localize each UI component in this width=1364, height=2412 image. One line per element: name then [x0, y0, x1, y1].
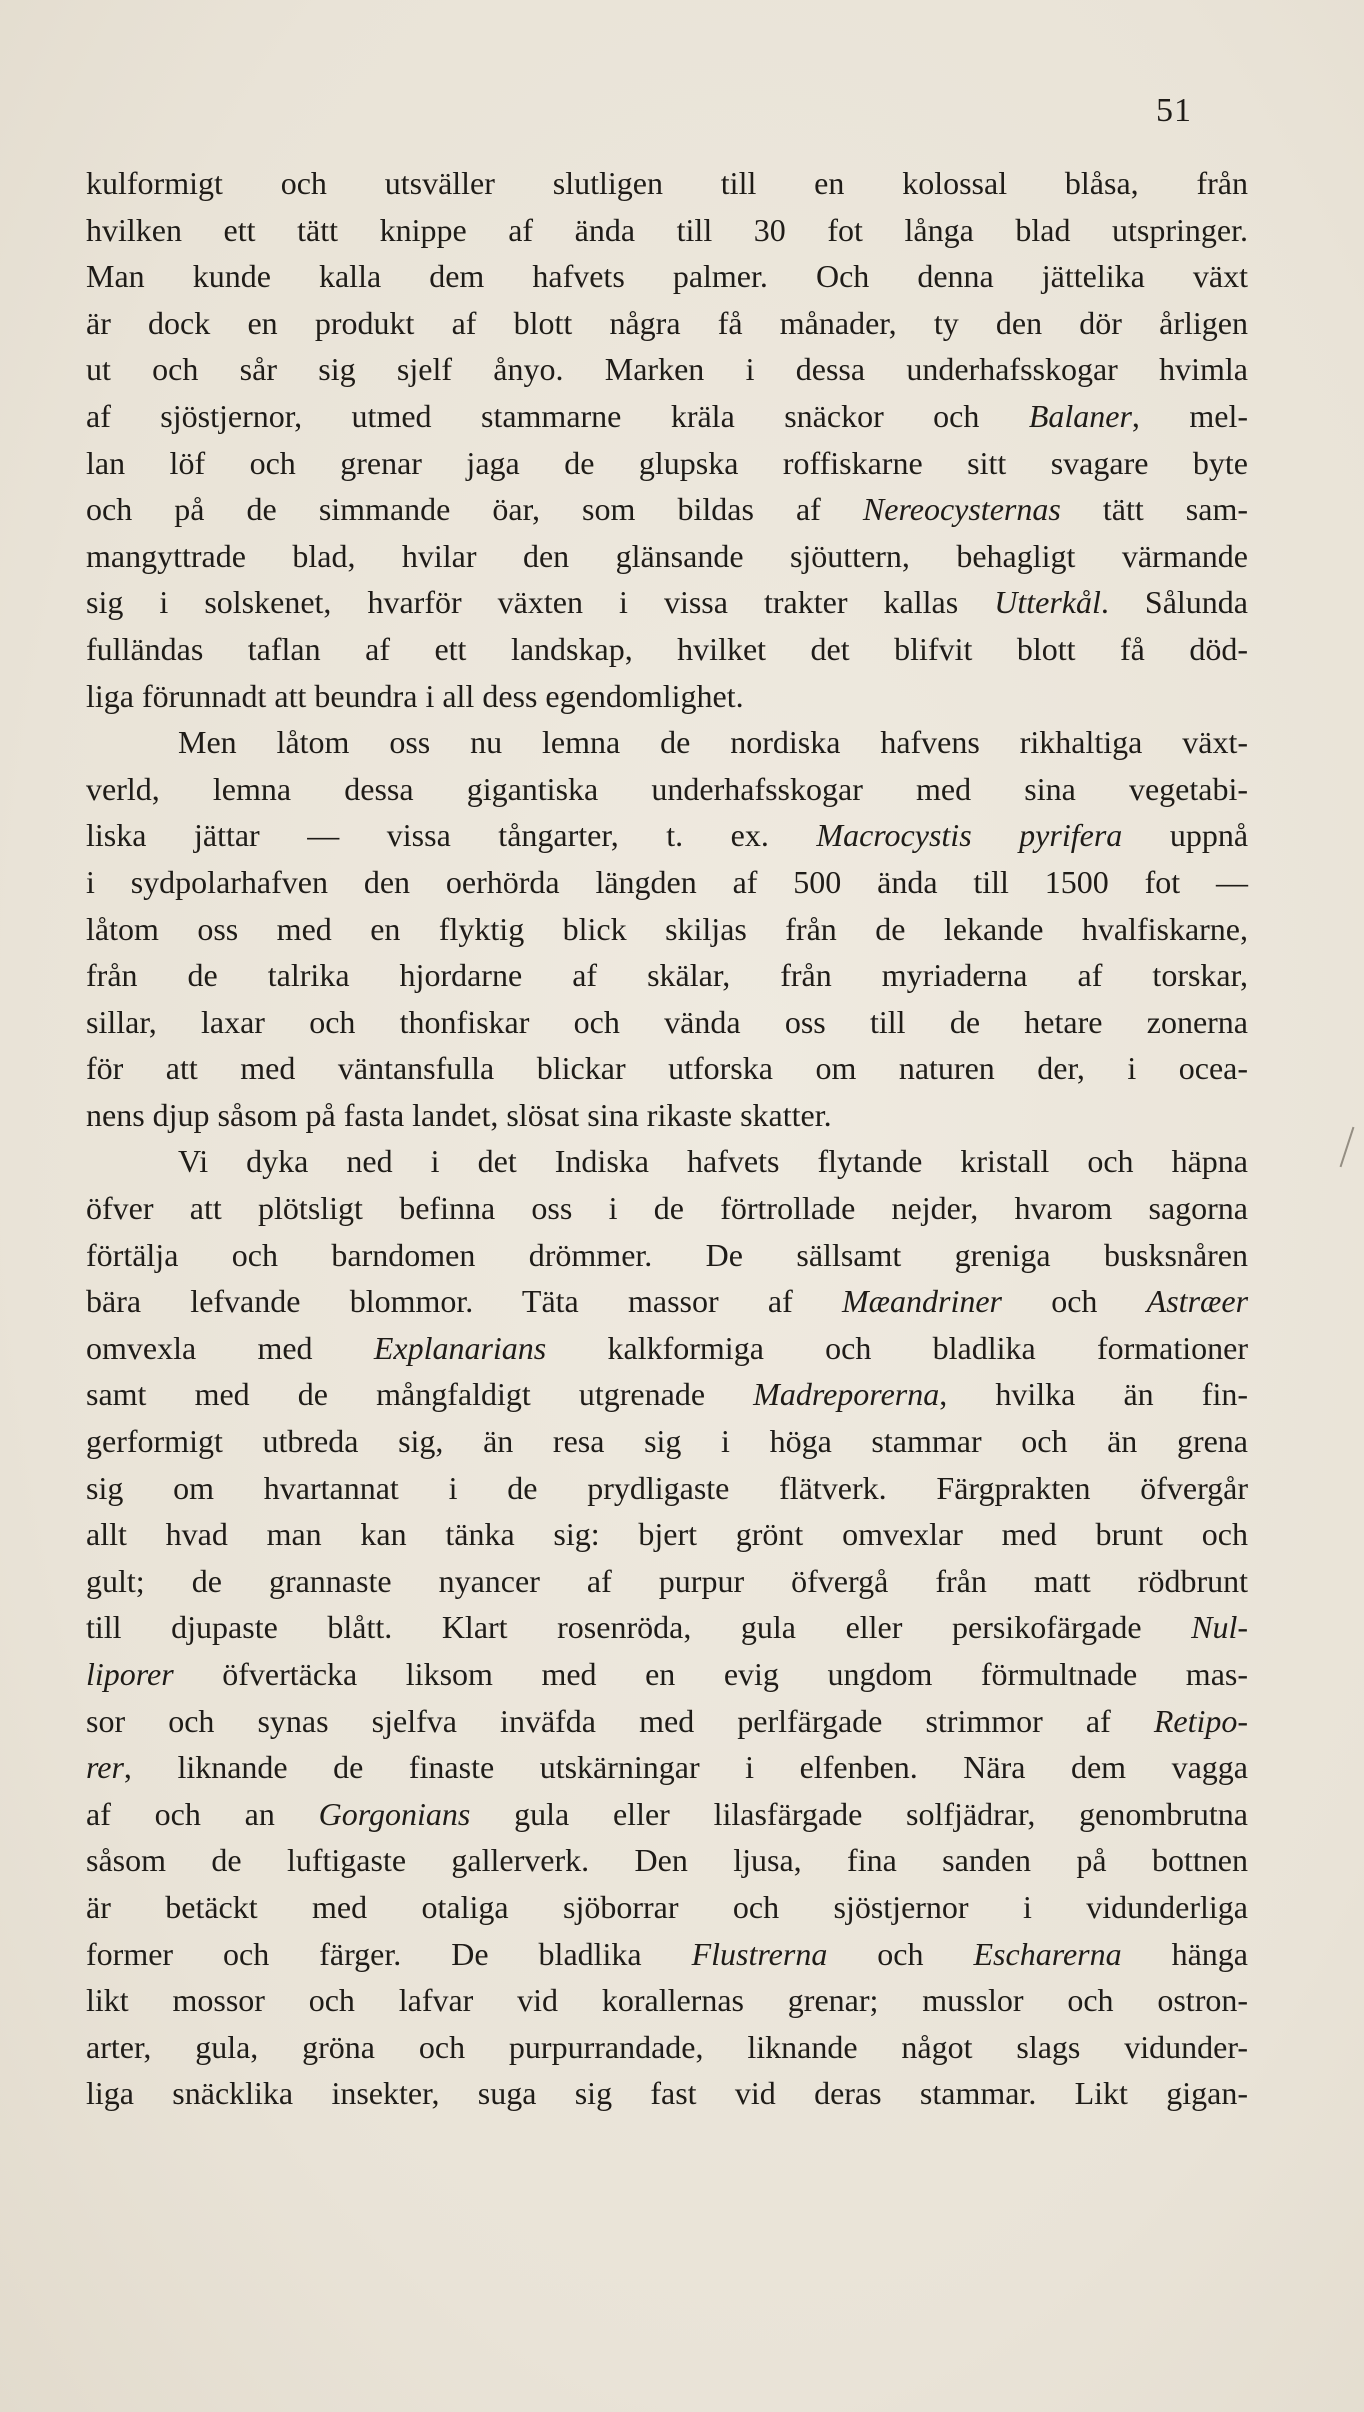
text-line: [86, 579, 1248, 626]
body-text: [86, 160, 1248, 2117]
text-line: [86, 533, 1248, 580]
text-line: [86, 440, 1248, 487]
text-line: [86, 952, 1248, 999]
text-segment: kalkformiga och bladlika formationer: [546, 1329, 1249, 1366]
text-line: [86, 1977, 1248, 2024]
text-segment: i sydpolarhafven den oerhörda längden af 500 ända till 1500 fot —: [86, 863, 1248, 900]
text-line: [86, 1884, 1248, 1931]
text-segment: gult; de grannaste nyancer af purpur öfvergå från matt rödbrunt: [86, 1562, 1248, 1599]
text-line: [86, 1092, 1248, 1139]
text-segment: öfver att plötsligt befinna oss i de förtrollade nejder, hvarom sagorna: [86, 1190, 1248, 1227]
text-line: [86, 626, 1248, 673]
text-segment: liga förunnadt att beundra i all dess egendomlighet.: [86, 677, 744, 714]
text-segment: förtälja och barndomen drömmer. De sällsamt greniga busksnåren: [86, 1236, 1248, 1273]
text-segment: af och an: [86, 1795, 319, 1832]
text-segment: nens djup såsom på fasta landet, slösat sina rikaste skatter.: [86, 1096, 832, 1133]
text-segment: samt med de mångfaldigt utgrenade: [86, 1376, 754, 1413]
text-line: [86, 1744, 1248, 1791]
text-segment: låtom oss med en flyktig blick skiljas från de lekande hvalfiskarne,: [86, 910, 1248, 947]
text-line: [86, 1232, 1248, 1279]
text-segment: ut och sår sig sjelf ånyo. Marken i dessa underhafsskogar hvimla: [86, 351, 1248, 388]
text-segment: hvilken ett tätt knippe af ända till 30 fot långa blad utspringer.: [86, 211, 1248, 248]
text-segment: likt mossor och lafvar vid korallernas grenar; musslor och ostron-: [86, 1982, 1248, 2019]
text-line: [86, 859, 1248, 906]
text-segment: Vi dyka ned i det Indiska hafvets flytande kristall och häpna: [178, 1143, 1248, 1180]
text-segment: , hvilka än fin-: [939, 1376, 1249, 1413]
text-line: [86, 719, 1248, 766]
text-line: [86, 1278, 1248, 1325]
italic-term: Balaner: [1028, 397, 1132, 434]
text-line: [86, 160, 1248, 207]
text-segment: kulformigt och utsväller slutligen till en kolossal blåsa, från: [86, 165, 1248, 201]
text-line: [86, 1558, 1248, 1605]
text-line: [86, 1185, 1248, 1232]
text-segment: bära lefvande blommor. Täta massor af: [86, 1283, 842, 1320]
text-line: [86, 253, 1248, 300]
text-segment: från de talrika hjordarne af skälar, från myriaderna af torskar,: [86, 957, 1248, 994]
italic-term: liporer: [86, 1656, 174, 1692]
text-line: [86, 1325, 1248, 1372]
text-segment: af sjöstjernor, utmed stammarne kräla snäckor och: [86, 397, 1029, 434]
text-segment: uppnå: [1122, 817, 1249, 854]
text-segment: öfvertäcka liksom med en evig ungdom förmultnade mas-: [173, 1656, 1248, 1692]
text-line: [86, 1045, 1248, 1092]
text-line: [86, 2070, 1248, 2117]
text-segment: hänga: [1121, 1935, 1248, 1972]
italic-term: rer: [86, 1749, 124, 1786]
text-segment: och: [1001, 1283, 1147, 1320]
text-segment: gerformigt utbreda sig, än resa sig i höga stammar och än grena: [86, 1423, 1248, 1460]
text-line: [86, 1371, 1248, 1418]
text-segment: såsom de luftigaste gallerverk. Den ljusa, fina sanden på bottnen: [86, 1842, 1248, 1879]
italic-term: Astræer: [1146, 1283, 1249, 1320]
italic-term: Madreporerna: [753, 1376, 940, 1413]
text-segment: fulländas taflan af ett landskap, hvilket det blifvit blott få död-: [86, 630, 1248, 667]
text-line: [86, 1791, 1248, 1838]
text-line: [86, 2024, 1248, 2071]
text-line: [86, 393, 1248, 440]
italic-term: Macrocystis pyrifera: [816, 817, 1123, 854]
margin-mark: [1340, 1127, 1355, 1168]
text-segment: Man kunde kalla dem hafvets palmer. Och denna jättelika växt: [86, 258, 1248, 295]
text-segment: är betäckt med otaliga sjöborrar och sjöstjernor i vidunderliga: [86, 1888, 1248, 1925]
text-line: [86, 1837, 1248, 1884]
text-segment: verld, lemna dessa gigantiska underhafsskogar med sina vegetabi-: [86, 770, 1248, 807]
text-segment: . Sålunda: [1100, 584, 1249, 621]
italic-term: Flustrerna: [691, 1935, 828, 1972]
text-segment: arter, gula, gröna och purpurrandade, liknande något slags vidunder-: [86, 2028, 1248, 2065]
text-segment: liga snäcklika insekter, suga sig fast vid deras stammar. Likt gigan-: [86, 2075, 1248, 2112]
text-segment: former och färger. De bladlika: [86, 1935, 692, 1972]
italic-term: Nul-: [1191, 1609, 1248, 1646]
text-segment: , mel-: [1131, 397, 1249, 434]
text-segment: sor och synas sjelfva inväfda med perlfärgade strimmor af: [86, 1702, 1154, 1739]
text-segment: och: [827, 1935, 974, 1972]
italic-term: Escharerna: [973, 1935, 1122, 1972]
text-segment: och på de simmande öar, som bildas af: [86, 491, 863, 528]
italic-term: Gorgonians: [318, 1795, 471, 1832]
text-line: [86, 766, 1248, 813]
text-line: [86, 673, 1248, 720]
italic-term: Utterkål: [994, 584, 1101, 621]
text-segment: lan löf och grenar jaga de glupska roffiskarne sitt svagare byte: [86, 444, 1248, 481]
text-line: [86, 812, 1248, 859]
text-line: [86, 999, 1248, 1046]
text-segment: mangyttrade blad, hvilar den glänsande sjöuttern, behagligt värmande: [86, 537, 1248, 574]
text-line: [86, 1138, 1248, 1185]
text-line: [86, 486, 1248, 533]
page-number: 51: [1156, 92, 1192, 129]
text-segment: sillar, laxar och thonfiskar och vända oss till de hetare zonerna: [86, 1003, 1248, 1040]
text-segment: gula eller lilasfärgade solfjädrar, genombrutna: [470, 1795, 1249, 1832]
text-line: [86, 1465, 1248, 1512]
text-segment: omvexla med: [86, 1329, 374, 1366]
text-line: [86, 1651, 1248, 1698]
italic-term: Retipo-: [1153, 1702, 1248, 1739]
text-line: [86, 300, 1248, 347]
text-segment: tätt sam-: [1060, 491, 1249, 528]
text-segment: sig om hvartannat i de prydligaste flätverk. Färgprakten öfvergår: [86, 1469, 1248, 1506]
text-segment: , liknande de finaste utskärningar i elfenben. Nära dem vagga: [123, 1749, 1248, 1786]
text-line: [86, 1698, 1248, 1745]
text-segment: allt hvad man kan tänka sig: bjert grönt omvexlar med brunt och: [86, 1516, 1248, 1553]
italic-term: Nereocysternas: [862, 491, 1061, 528]
text-line: [86, 1418, 1248, 1465]
italic-term: Mæandriner: [841, 1283, 1002, 1320]
text-line: [86, 207, 1248, 254]
text-line: [86, 906, 1248, 953]
text-segment: liska jättar — vissa tångarter, t. ex.: [86, 817, 817, 854]
text-segment: Men låtom oss nu lemna de nordiska hafvens rikhaltiga växt-: [178, 724, 1248, 761]
text-line: [86, 1604, 1248, 1651]
text-line: [86, 1511, 1248, 1558]
text-segment: är dock en produkt af blott några få månader, ty den dör årligen: [86, 304, 1248, 341]
italic-term: Explanarians: [373, 1329, 547, 1366]
text-segment: sig i solskenet, hvarför växten i vissa trakter kallas: [86, 584, 995, 621]
text-line: [86, 1931, 1248, 1978]
text-segment: till djupaste blått. Klart rosenröda, gula eller persikofärgade: [86, 1609, 1192, 1646]
text-segment: för att med väntansfulla blickar utforska om naturen der, i ocea-: [86, 1050, 1248, 1087]
text-line: [86, 346, 1248, 393]
